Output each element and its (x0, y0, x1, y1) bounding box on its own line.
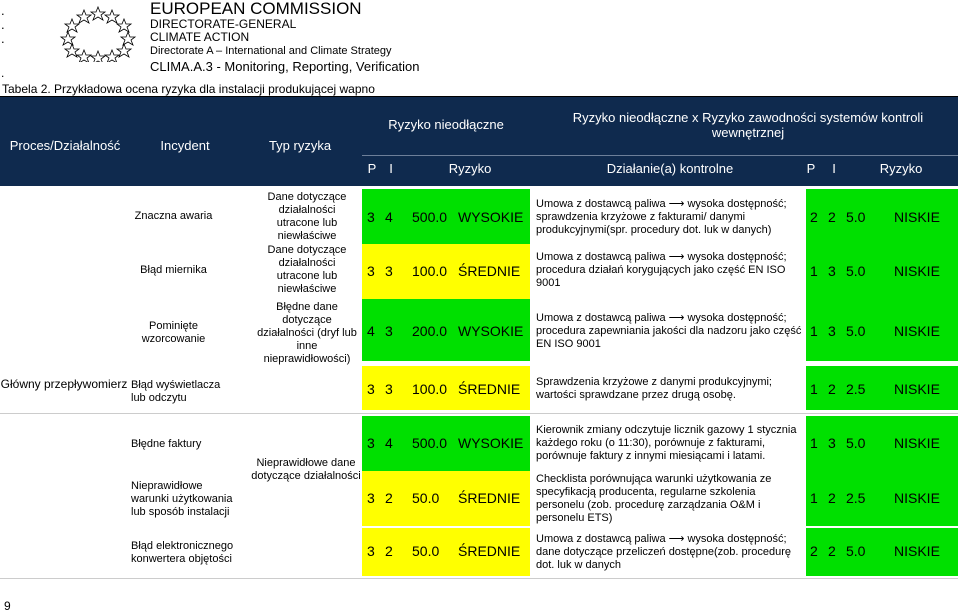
incident-cell: Błąd elektronicznego konwertera objętości (131, 540, 234, 565)
i-value: 4 (385, 209, 393, 225)
control-cell: Umowa z dostawcą paliwa ⟶ wysoka dostępność; sprawdzenia krzyżowe z fakturami/ danymi produkcyjnymi(spr. procedury dot. luk w danych) (536, 197, 787, 236)
i-value: 3 (385, 263, 393, 279)
i-value: 3 (385, 381, 393, 397)
risk-level: ŚREDNIE (458, 490, 521, 506)
control-cell: Checklista porównująca warunki użytkowania ze specyfikacją producenta, regularne szkolenia personelu (zob. procedurę zarządzania O&M i personelu ETS) (536, 473, 772, 524)
risk2-level: NISKIE (894, 263, 940, 279)
p2-value: 2 (810, 209, 818, 225)
risk-level: ŚREDNIE (458, 543, 521, 559)
control-cell: Kierownik zmiany odczytuje licznik gazowy 1 stycznia każdego roku (o 11:30), porównuje z fakturami, porównuje faktury z innymi miesiącami i latami. (536, 423, 797, 462)
col-combined: Ryzyko nieodłączne x Ryzyko zawodności systemów kontroli wewnętrznej (572, 110, 924, 140)
incident-cell: Błąd wyświetlacza lub odczytu (131, 379, 221, 404)
risk2-score: 5.0 (846, 435, 866, 451)
p-value: 3 (367, 263, 375, 279)
page-number: 9 (4, 599, 11, 613)
dg-sub: CLIMATE ACTION (150, 30, 250, 44)
risk-score: 50.0 (412, 543, 440, 559)
risk-type-cell: Dane dotyczące działalności utracone lub niewłaściwe (267, 191, 347, 242)
dg-name: DIRECTORATE-GENERAL (150, 17, 297, 31)
col-inherent: Ryzyko nieodłączne (388, 117, 504, 132)
p2-value: 1 (810, 381, 818, 397)
p2-value: 2 (810, 543, 818, 559)
table-header (0, 97, 958, 186)
i2-value: 2 (828, 209, 836, 225)
p-value: 3 (367, 209, 375, 225)
p-value: 4 (367, 323, 375, 339)
col-i2: I (832, 161, 836, 176)
dot: . (1, 17, 5, 32)
risk-score: 50.0 (412, 490, 440, 506)
col-risk-type: Typ ryzyka (268, 138, 332, 153)
risk-score: 100.0 (412, 381, 448, 397)
risk-score: 500.0 (412, 209, 448, 225)
col-p2: P (806, 161, 816, 176)
risk2-level: NISKIE (894, 209, 940, 225)
risk-level: ŚREDNIE (458, 263, 521, 279)
control-cell: Umowa z dostawcą paliwa ⟶ wysoka dostępność; procedura działań korygujących jako część EN ISO 9001 (536, 250, 787, 289)
dot: . (1, 31, 5, 46)
risk2-level: NISKIE (894, 435, 940, 451)
i-value: 4 (385, 435, 393, 451)
incident-cell: Znaczna awaria (134, 209, 213, 222)
risk-type-cell: Błędne dane dotyczące działalności (dryf lub inne nieprawidłowości) (257, 300, 357, 365)
i2-value: 2 (828, 490, 836, 506)
risk-level: WYSOKIE (458, 323, 524, 339)
control-cell: Umowa z dostawcą paliwa ⟶ wysoka dostępność; dane dotyczące przeliczeń dostępne(zob. procedurę dot. luk w danych (536, 532, 791, 571)
incident-cell: Błąd miernika (140, 263, 207, 276)
risk-score: 100.0 (412, 263, 448, 279)
risk2-score: 5.0 (846, 323, 866, 339)
risk2-level: NISKIE (894, 490, 940, 506)
col-risk2: Ryzyko (879, 161, 923, 176)
col-control: Działanie(a) kontrolne (606, 161, 734, 176)
risk2-level: NISKIE (894, 323, 940, 339)
eu-stars-logo (56, 4, 140, 62)
caption-dot: . (1, 66, 5, 80)
i-value: 2 (385, 543, 393, 559)
col-risk: Ryzyko (448, 161, 492, 176)
i2-value: 3 (828, 263, 836, 279)
i2-value: 2 (828, 543, 836, 559)
p2-value: 1 (810, 263, 818, 279)
incident-cell: Nieprawidłowe warunki użytkowania lub sposób instalacji (131, 479, 233, 518)
risk-score: 200.0 (412, 323, 448, 339)
p-value: 3 (367, 435, 375, 451)
risk2-score: 5.0 (846, 263, 866, 279)
risk2-score: 5.0 (846, 543, 866, 559)
col-process: Proces/Działalność (9, 138, 121, 153)
directorate: Directorate A – International and Climate Strategy (150, 45, 392, 57)
col-i: I (389, 161, 393, 176)
risk-level: WYSOKIE (458, 209, 524, 225)
risk-level: WYSOKIE (458, 435, 524, 451)
risk-type-cell: Dane dotyczące działalności utracone lub niewłaściwe (267, 244, 347, 295)
header-dots (1, 4, 5, 46)
i2-value: 2 (828, 381, 836, 397)
risk2-level: NISKIE (894, 381, 940, 397)
process-cell: Główny przepływomierz (0, 376, 128, 391)
risk2-score: 5.0 (846, 209, 866, 225)
org-title: EUROPEAN COMMISSION (150, 0, 362, 18)
i2-value: 3 (828, 435, 836, 451)
unit: CLIMA.A.3 - Monitoring, Reporting, Verification (150, 59, 420, 74)
table-caption: Tabela 2. Przykładowa ocena ryzyka dla instalacji produkującej wapno (2, 82, 375, 96)
i2-value: 3 (828, 323, 836, 339)
col-incident: Incydent (160, 138, 210, 153)
risk-score: 500.0 (412, 435, 448, 451)
p-value: 3 (367, 490, 375, 506)
row-separator (0, 578, 958, 579)
row-separator (0, 413, 958, 414)
p2-value: 1 (810, 323, 818, 339)
header-divider (362, 155, 958, 156)
risk2-score: 2.5 (846, 381, 866, 397)
col-p: P (367, 161, 377, 176)
risk-type-cell: Nieprawidłowe dane dotyczące działalności (251, 457, 361, 482)
incident-cell: Pominięte wzorcowanie (141, 320, 206, 345)
dot: . (1, 3, 5, 18)
p-value: 3 (367, 543, 375, 559)
p2-value: 1 (810, 490, 818, 506)
risk2-score: 2.5 (846, 490, 866, 506)
organization-block (150, 0, 420, 76)
p-value: 3 (367, 381, 375, 397)
risk-level: ŚREDNIE (458, 381, 521, 397)
control-cell: Sprawdzenia krzyżowe z danymi produkcyjnymi; wartości sprawdzane przez drugą osobę. (536, 376, 772, 401)
risk2-level: NISKIE (894, 543, 940, 559)
incident-cell: Błędne faktury (131, 437, 202, 450)
control-cell: Umowa z dostawcą paliwa ⟶ wysoka dostępność; procedura zapewniania jakości dla nadzoru jako część EN ISO 9001 (536, 311, 802, 350)
i-value: 2 (385, 490, 393, 506)
i-value: 3 (385, 323, 393, 339)
p2-value: 1 (810, 435, 818, 451)
